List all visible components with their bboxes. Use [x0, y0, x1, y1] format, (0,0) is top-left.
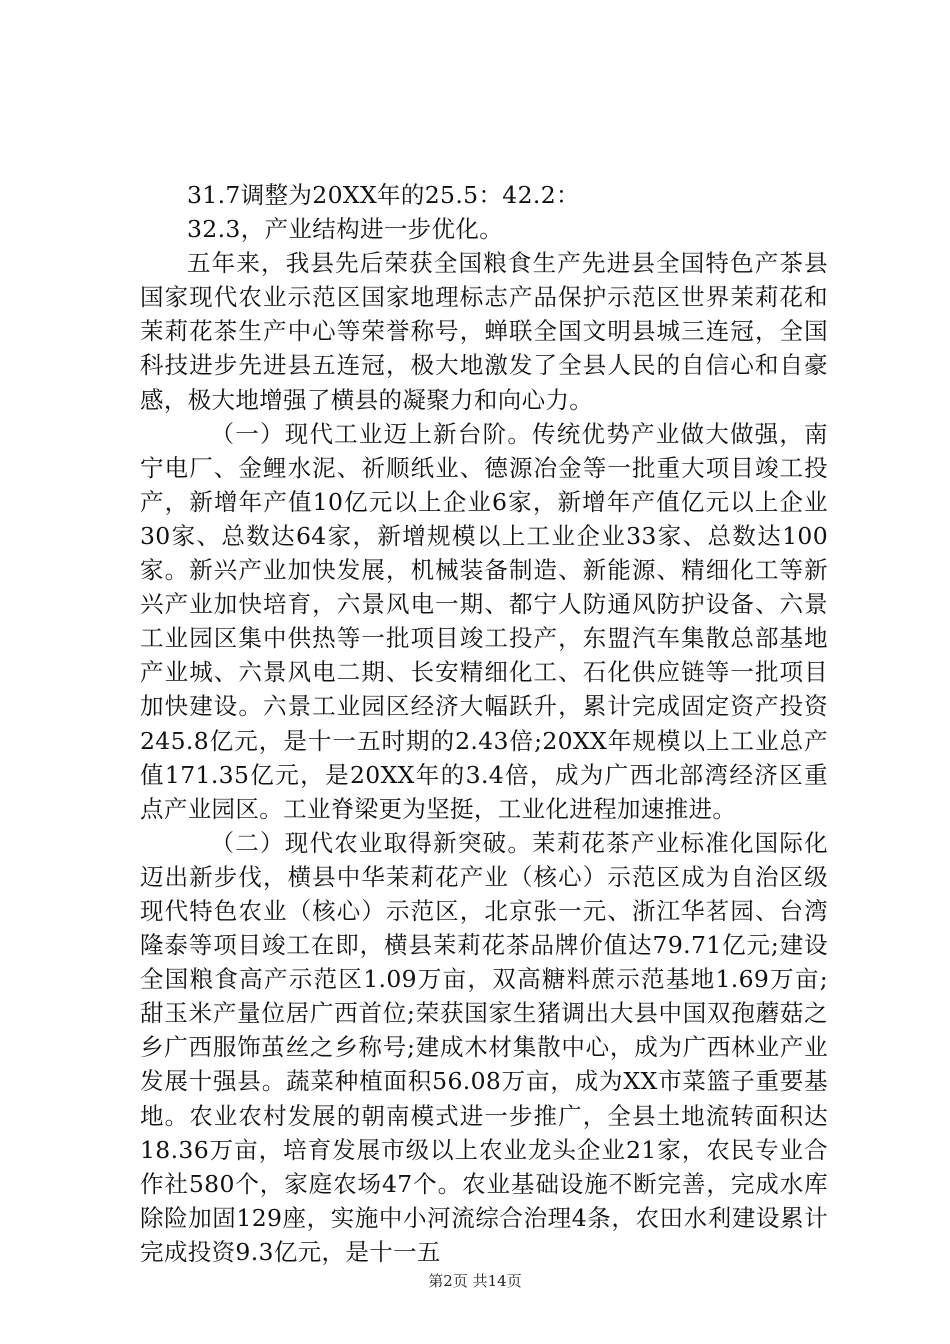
paragraph-ratio-line-2: 32.3，产业结构进一步优化。 [187, 215, 504, 244]
paragraph-ratio-line-1: 31.7调整为20XX年的25.5：42.2： [187, 181, 580, 209]
page-number-label: 第2页 共14页 [428, 1272, 522, 1290]
paragraph-agriculture: （二）现代农业取得新突破。茉莉花茶产业标准化国际化迈出新步伐，横县中华茉莉花产业（核心）示范区成为自治区级现代特色农业（核心）示范区，北京张一元、浙江华茗园、台湾隆泰等项目竣工在即，横县茉莉花茶品牌价值达79.71亿元;建设全国粮食高产示范区1.09万亩，双高糖料蔗示范基地1.69万亩;甜玉米产量位居广西首位;荣获国家生猪调出大县中国双孢蘑菇之乡广西服饰茧丝之乡称号;建成木材集散中心，成为广西林业产业发展十强县。蔬菜种植面积56.08万亩，成为XX市菜篮子重要基地。农业农村发展的朝南模式进一步推广，全县土地流转面积达18.36万亩，培育发展市级以上农业龙头企业21家，农民专业合作社580个，家庭农场47个。农业基础设施不断完善，完成水库除险加固129座，实施中小河流综合治理4条，农田水利建设累计完成投资9.3亿元，是十一五 [140, 828, 828, 1266]
page-footer [0, 1271, 950, 1291]
document-body [140, 178, 828, 1269]
paragraph-honors: 五年来，我县先后荣获全国粮食生产先进县全国特色产茶县国家现代农业示范区国家地理标志产品保护示范区世界茉莉花和茉莉花茶生产中心等荣誉称号，蝉联全国文明县城三连冠，全国科技进步先进县五连冠，极大地激发了全县人民的自信心和自豪感，极大地增强了横县的凝聚力和向心力。 [140, 249, 828, 414]
paragraph-industry: （一）现代工业迈上新台阶。传统优势产业做大做强，南宁电厂、金鲤水泥、祈顺纸业、德源冶金等一批重大项目竣工投产，新增年产值10亿元以上企业6家，新增年产值亿元以上企业30家、总数达64家，新增规模以上工业企业33家、总数达100家。新兴产业加快发展，机械装备制造、新能源、精细化工等新兴产业加快培育，六景风电一期、都宁人防通风防护设备、六景工业园区集中供热等一批项目竣工投产，东盟汽车集散总部基地产业城、六景风电二期、长安精细化工、石化供应链等一批项目加快建设。六景工业园区经济大幅跃升，累计完成固定资产投资245.8亿元，是十一五时期的2.43倍;20XX年规模以上工业总产值171.35亿元，是20XX年的3.4倍，成为广西北部湾经济区重点产业园区。工业脊梁更为坚挺，工业化进程加速推进。 [140, 419, 828, 823]
